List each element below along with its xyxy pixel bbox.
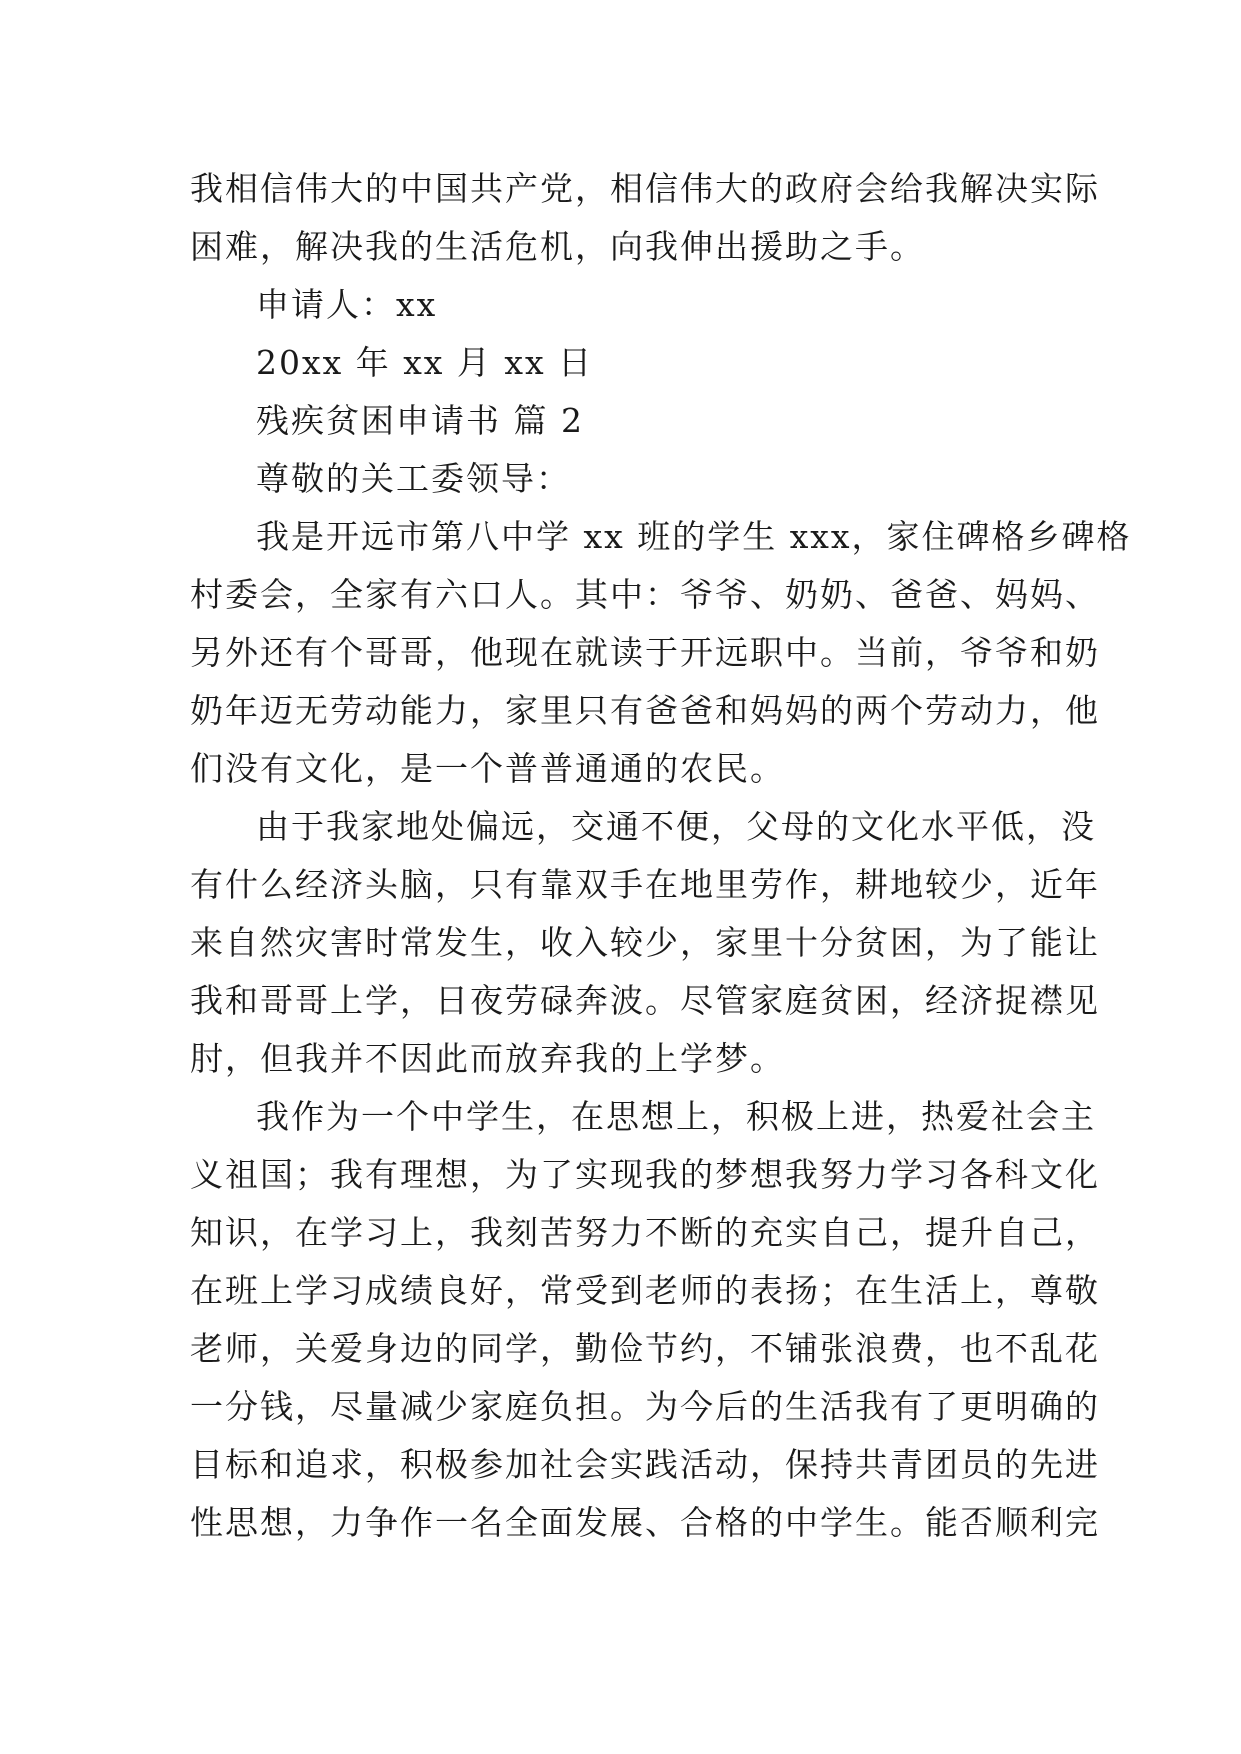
text-line: 尊敬的关工委领导：	[256, 459, 571, 498]
text-line: 目标和追求，积极参加社会实践活动，保持共青团员的先进	[190, 1445, 1100, 1484]
text-line: 我是开远市第八中学 xx 班的学生 xxx，家住碑格乡碑格	[256, 517, 1132, 556]
text-line: 知识，在学习上，我刻苦努力不断的充实自己，提升自己，	[190, 1213, 1100, 1252]
text-line: 20xx 年 xx 月 xx 日	[256, 343, 594, 382]
text-line: 我作为一个中学生，在思想上，积极上进，热爱社会主	[256, 1097, 1096, 1136]
text-line: 老师，关爱身边的同学，勤俭节约，不铺张浪费，也不乱花	[190, 1329, 1100, 1368]
text-line: 义祖国；我有理想，为了实现我的梦想我努力学习各科文化	[190, 1155, 1100, 1194]
text-line: 由于我家地处偏远，交通不便，父母的文化水平低，没	[256, 807, 1096, 846]
text-line: 残疾贫困申请书 篇 2	[256, 401, 584, 440]
text-line: 在班上学习成绩良好，常受到老师的表扬；在生活上，尊敬	[190, 1271, 1100, 1310]
text-line: 奶年迈无劳动能力，家里只有爸爸和妈妈的两个劳动力，他	[190, 691, 1100, 730]
text-line: 性思想，力争作一名全面发展、合格的中学生。能否顺利完	[190, 1503, 1100, 1542]
text-line: 有什么经济头脑，只有靠双手在地里劳作，耕地较少，近年	[190, 865, 1100, 904]
text-line: 一分钱，尽量减少家庭负担。为今后的生活我有了更明确的	[190, 1387, 1100, 1426]
text-line: 我和哥哥上学，日夜劳碌奔波。尽管家庭贫困，经济捉襟见	[190, 981, 1100, 1020]
document-body	[190, 160, 1132, 1552]
text-line: 申请人：xx	[256, 285, 438, 324]
text-line: 们没有文化，是一个普普通通的农民。	[190, 749, 785, 788]
text-line: 另外还有个哥哥，他现在就读于开远职中。当前，爷爷和奶	[190, 633, 1100, 672]
text-line: 我相信伟大的中国共产党，相信伟大的政府会给我解决实际	[190, 169, 1100, 208]
text-line: 肘，但我并不因此而放弃我的上学梦。	[190, 1039, 785, 1078]
text-line: 村委会，全家有六口人。其中：爷爷、奶奶、爸爸、妈妈、	[190, 575, 1100, 614]
text-line: 困难，解决我的生活危机，向我伸出援助之手。	[190, 227, 925, 266]
text-line: 来自然灾害时常发生，收入较少，家里十分贫困，为了能让	[190, 923, 1100, 962]
